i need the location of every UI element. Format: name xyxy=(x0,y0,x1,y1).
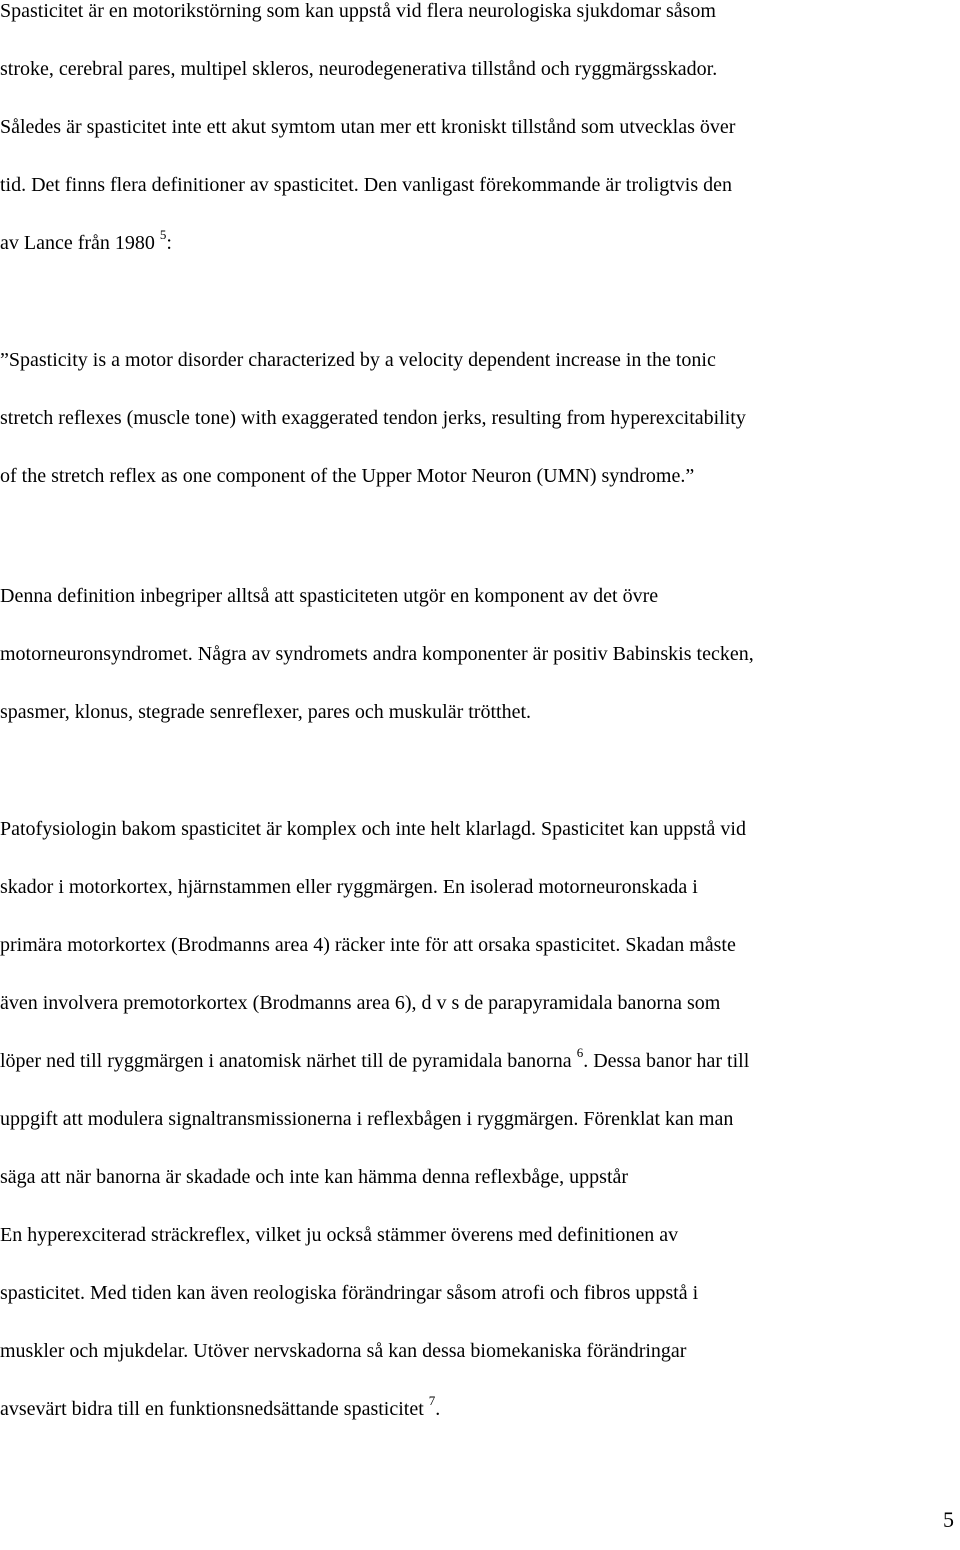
text-line xyxy=(0,214,960,272)
text-line: skador i motorkortex, hjärnstammen eller ryggmärgen. En isolerad motorneuronskada i xyxy=(0,876,698,898)
text-line: tid. Det finns flera definitioner av spasticitet. Den vanligast förekommande är troligtvis den xyxy=(0,174,733,196)
paragraph-quote xyxy=(0,331,960,505)
text-line: primära motorkortex (Brodmanns area 4) räcker inte för att orsaka spasticitet. Skadan måste xyxy=(0,934,736,956)
text-line xyxy=(0,1032,960,1090)
text-line: spasticitet. Med tiden kan även reologiska förändringar såsom atrofi och fibros uppstå i xyxy=(0,1282,699,1304)
text-line: uppgift att modulera signaltransmissionerna i reflexbågen i ryggmärgen. Förenklat kan man xyxy=(0,1108,734,1130)
text-segment: . Dessa banor har till xyxy=(583,1050,750,1072)
text-line: spasmer, klonus, stegrade senreflexer, pares och muskulär trötthet. xyxy=(0,701,532,723)
text-segment: avsevärt bidra till en funktionsnedsättande spasticitet xyxy=(0,1398,429,1420)
text-line: En hyperexciterad sträckreflex, vilket ju också stämmer överens med definitionen av xyxy=(0,1224,679,1246)
paragraph-intro xyxy=(0,0,960,272)
text-line: stroke, cerebral pares, multipel skleros, neurodegenerativa tillstånd och ryggmärgsskador. xyxy=(0,58,718,80)
text-segment: löper ned till ryggmärgen i anatomisk närhet till de pyramidala banorna xyxy=(0,1050,577,1072)
text-line: Denna definition inbegriper alltså att spasticiteten utgör en komponent av det övre xyxy=(0,585,659,607)
page-number: 5 xyxy=(943,1507,954,1532)
text-line: muskler och mjukdelar. Utöver nervskadorna så kan dessa biomekaniska förändringar xyxy=(0,1340,687,1362)
reference-superscript: 6 xyxy=(576,1045,584,1061)
reference-superscript: 7 xyxy=(428,1393,436,1409)
text-segment: : xyxy=(166,232,172,254)
text-line: Således är spasticitet inte ett akut symtom utan mer ett kroniskt tillstånd som utvecklas över xyxy=(0,116,736,138)
text-line: Patofysiologin bakom spasticitet är komplex och inte helt klarlagd. Spasticitet kan uppstå vid xyxy=(0,818,746,840)
text-line: även involvera premotorkortex (Brodmanns area 6), d v s de parapyramidala banorna som xyxy=(0,992,721,1014)
text-line: Spasticitet är en motorikstörning som kan uppstå vid flera neurologiska sjukdomar såsom xyxy=(0,0,716,22)
text-line xyxy=(0,1380,960,1438)
text-line: stretch reflexes (muscle tone) with exaggerated tendon jerks, resulting from hyperexcitability xyxy=(0,407,746,429)
text-line: säga att när banorna är skadade och inte kan hämma denna reflexbåge, uppstår xyxy=(0,1166,629,1188)
reference-superscript: 5 xyxy=(159,227,167,243)
text-line: of the stretch reflex as one component of the Upper Motor Neuron (UMN) syndrome.” xyxy=(0,465,695,487)
text-segment: . xyxy=(435,1398,441,1420)
paragraph-definition xyxy=(0,567,960,741)
text-line: ”Spasticity is a motor disorder characterized by a velocity dependent increase in the tonic xyxy=(0,349,716,371)
paragraph-pathophysiology xyxy=(0,800,960,1438)
text-segment: av Lance från 1980 xyxy=(0,232,160,254)
text-line: motorneuronsyndromet. Några av syndromets andra komponenter är positiv Babinskis tecken, xyxy=(0,643,754,665)
